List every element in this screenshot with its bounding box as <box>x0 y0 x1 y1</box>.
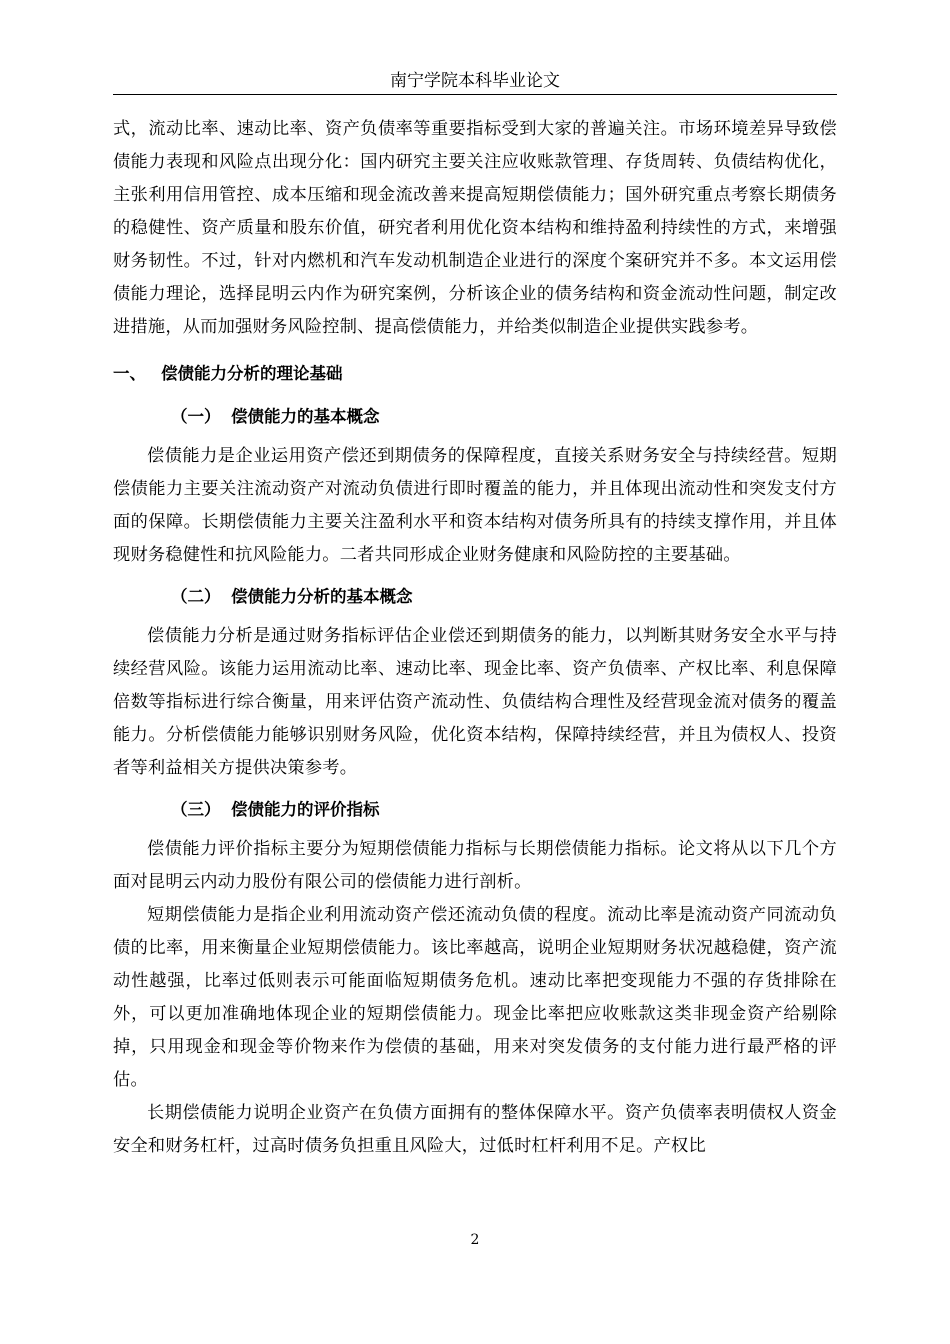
subsection-heading-2 <box>171 586 837 608</box>
section-heading-1 <box>113 363 837 385</box>
page-content <box>113 113 837 1163</box>
subsection-heading-3 <box>171 799 837 821</box>
section-heading-1-text: 偿债能力分析的理论基础 <box>161 364 343 383</box>
subsection-heading-1-text: 偿债能力的基本概念 <box>231 407 380 426</box>
section-heading-1-number: 一、 <box>113 364 146 383</box>
subsection-heading-3-text: 偿债能力的评价指标 <box>231 800 380 819</box>
paragraph-long-term-solvency: 长期偿债能力说明企业资产在负债方面拥有的整体保障水平。资产负债率表明债权人资金安全和财务杠杆，过高时债务负担重且风险大，过低时杠杆利用不足。产权比 <box>113 1103 837 1156</box>
paragraph-intro-continued: 式，流动比率、速动比率、资产负债率等重要指标受到大家的普遍关注。市场环境差异导致偿债能力表现和风险点出现分化：国内研究主要关注应收账款管理、存货周转、负债结构优化，主张利用信用管控、成本压缩和现金流改善来提高短期偿债能力；国外研究重点考察长期债务的稳健性、资产质量和股东价值，研究者利用优化资本结构和维持盈利持续性的方式，来增强财务韧性。不过，针对内燃机和汽车发动机制造企业进行的深度个案研究并不多。本文运用偿债能力理论，选择昆明云内作为研究案例，分析该企业的债务结构和资金流动性问题，制定改进措施，从而加强财务风险控制、提高偿债能力，并给类似制造企业提供实践参考。 <box>113 119 837 337</box>
paragraph-short-term-solvency: 短期偿债能力是指企业利用流动资产偿还流动负债的程度。流动比率是流动资产同流动负债的比率，用来衡量企业短期偿债能力。该比率越高，说明企业短期财务状况越稳健，资产流动性越强，比率过低则表示可能面临短期债务危机。速动比率把变现能力不强的存货排除在外，可以更加准确地体现企业的短期偿债能力。现金比率把应收账款这类非现金资产给剔除掉，只用现金和现金等价物来作为偿债的基础，用来对突发债务的支付能力进行最严格的评估。 <box>113 905 837 1090</box>
paragraph-basic-concept: 偿债能力是企业运用资产偿还到期债务的保障程度，直接关系财务安全与持续经营。短期偿债能力主要关注流动资产对流动负债进行即时覆盖的能力，并且体现出流动性和突发支付方面的保障。长期偿债能力主要关注盈利水平和资本结构对债务所具有的持续支撑作用，并且体现财务稳健性和抗风险能力。二者共同形成企业财务健康和风险防控的主要基础。 <box>113 446 837 565</box>
subsection-heading-2-text: 偿债能力分析的基本概念 <box>231 587 413 606</box>
running-header: 南宁学院本科毕业论文 <box>113 70 837 95</box>
subsection-heading-1 <box>171 406 837 428</box>
subsection-heading-1-number: （一） <box>171 407 221 426</box>
subsection-heading-3-number: （三） <box>171 800 221 819</box>
subsection-heading-2-number: （二） <box>171 587 221 606</box>
paragraph-analysis-concept: 偿债能力分析是通过财务指标评估企业偿还到期债务的能力，以判断其财务安全水平与持续经营风险。该能力运用流动比率、速动比率、现金比率、资产负债率、产权比率、利息保障倍数等指标进行综合衡量，用来评估资产流动性、负债结构合理性及经营现金流对债务的覆盖能力。分析偿债能力能够识别财务风险，优化资本结构，保障持续经营，并且为债权人、投资者等利益相关方提供决策参考。 <box>113 626 837 778</box>
page-number: 2 <box>470 1232 480 1248</box>
paragraph-indicators-overview: 偿债能力评价指标主要分为短期偿债能力指标与长期偿债能力指标。论文将从以下几个方面对昆明云内动力股份有限公司的偿债能力进行剖析。 <box>113 839 837 892</box>
